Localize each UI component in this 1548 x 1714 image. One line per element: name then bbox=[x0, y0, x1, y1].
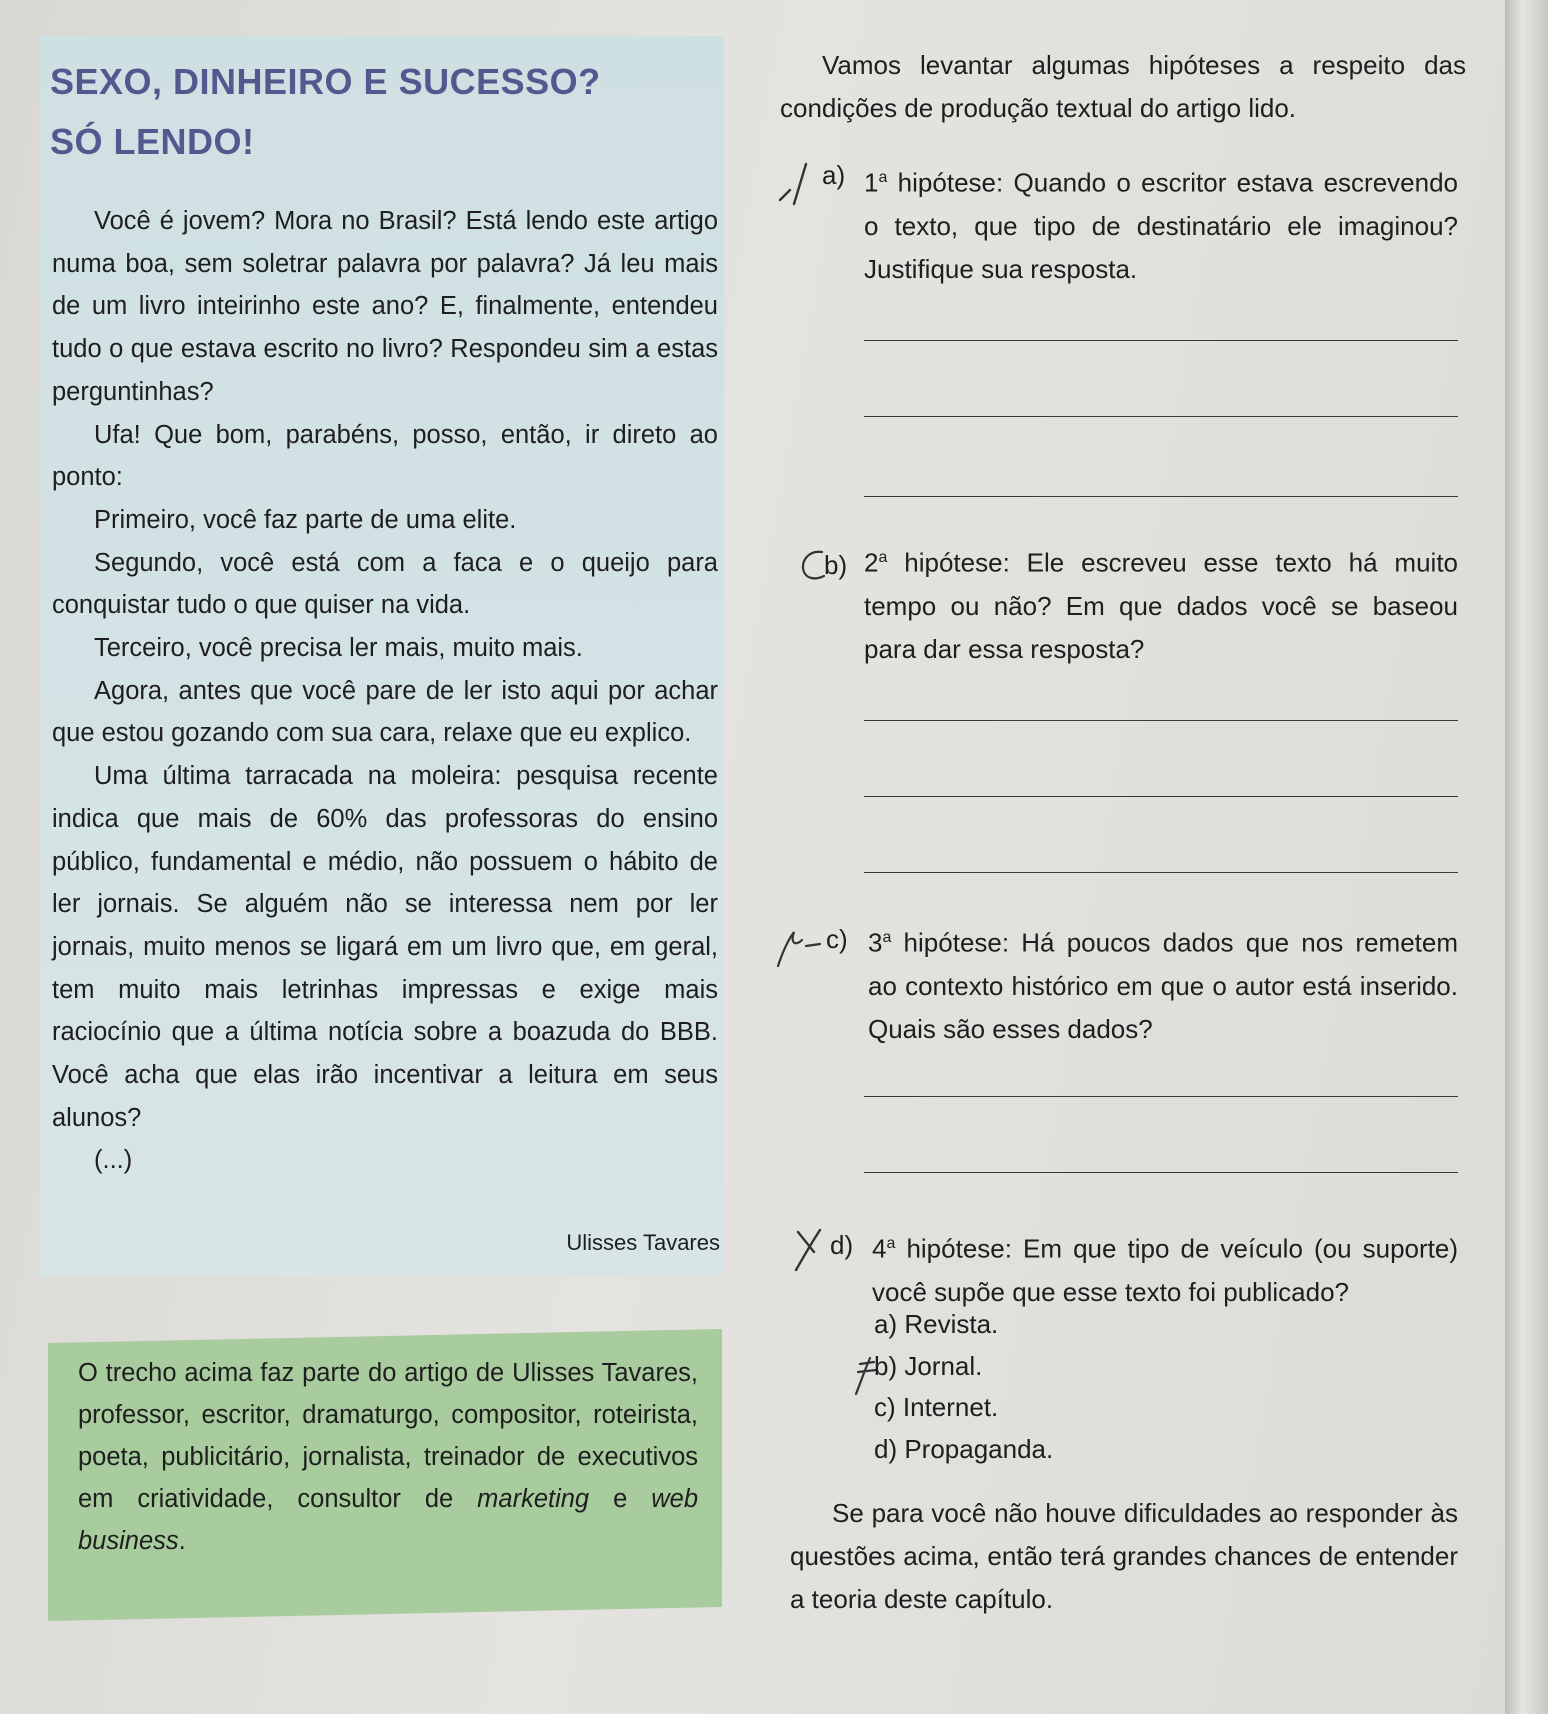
answer-line-c2[interactable] bbox=[864, 1172, 1458, 1173]
article-title-line2: SÓ LENDO! bbox=[50, 121, 255, 162]
article-paragraph: Segundo, você está com a faca e o queijo para conquistar tudo o que quiser na vida. bbox=[52, 548, 718, 620]
question-a-text bbox=[864, 156, 1458, 291]
question-a-ordinal: 1 bbox=[864, 167, 879, 198]
answer-line-b1[interactable] bbox=[864, 720, 1458, 721]
answer-line-b2[interactable] bbox=[864, 796, 1458, 797]
article-title-line1: SEXO, DINHEIRO E SUCESSO? bbox=[50, 61, 601, 102]
question-d-ordinal: 4 bbox=[872, 1233, 887, 1264]
question-a-letter: a) bbox=[822, 160, 846, 190]
info-text-italic: web business bbox=[78, 1485, 698, 1555]
article-paragraph: Agora, antes que você pare de ler isto aqui por achar que estou gozando com sua cara, relaxe que eu explico. bbox=[52, 676, 718, 748]
question-b-body: hipótese: Ele escreveu esse texto há muito tempo ou não? Em que dados você se baseou para dar essa resposta? bbox=[864, 547, 1458, 664]
info-box-text bbox=[78, 1352, 698, 1562]
question-d-text bbox=[872, 1222, 1458, 1314]
info-text-part: O trecho acima faz parte do artigo de Ulisses Tavares, professor, escritor, dramaturgo, compositor, roteirista, poeta, publicitário, jornalista, treinador de executivos em criatividade, consultor de bbox=[78, 1359, 698, 1513]
info-text-italic: marketing bbox=[477, 1485, 590, 1513]
option-propaganda[interactable]: d) Propaganda. bbox=[874, 1433, 1054, 1464]
article-paragraph-ellipsis: (...) bbox=[94, 1146, 133, 1175]
option-jornal[interactable]: b) Jornal. bbox=[874, 1350, 983, 1381]
info-text-part: . bbox=[178, 1527, 186, 1555]
article-paragraph: Uma última tarracada na moleira: pesquisa recente indica que mais de 60% das professoras do ensino público, fundamental e médio, não possuem o hábito de ler jornais. Se alguém não se interessa nem por ler jornais, muito menos se ligará em um livro que, em geral, tem muito mais letrinhas impressas e exige mais raciocínio que a última notícia sobre a boazuda do BBB. Você acha que elas irão incentivar a leitura em seus alunos? bbox=[52, 762, 718, 1132]
ordinal-sup: a bbox=[878, 549, 888, 566]
question-b-text bbox=[864, 536, 1458, 671]
article-paragraph: Você é jovem? Mora no Brasil? Está lendo este artigo numa boa, sem soletrar palavra por palavra? Já leu mais de um livro inteirinho este ano? E, finalmente, entendeu tudo o que estava escrito no livro? Respondeu sim a estas perguntinhas? bbox=[52, 207, 718, 406]
answer-line-a3[interactable] bbox=[864, 496, 1458, 497]
ordinal-sup: a bbox=[886, 1235, 896, 1252]
article-title bbox=[50, 52, 601, 172]
question-b-letter: b) bbox=[824, 550, 848, 580]
question-d-letter: d) bbox=[830, 1230, 854, 1260]
option-revista[interactable]: a) Revista. bbox=[874, 1309, 999, 1339]
answer-line-a1[interactable] bbox=[864, 340, 1458, 341]
article-paragraph: Terceiro, você precisa ler mais, muito mais. bbox=[94, 634, 583, 663]
intro-text: Vamos levantar algumas hipóteses a respeito das condições de produção textual do artigo lido. bbox=[780, 50, 1466, 123]
question-c-letter: c) bbox=[826, 924, 848, 954]
ordinal-sup: a bbox=[878, 169, 888, 186]
question-c-ordinal: 3 bbox=[868, 927, 883, 958]
question-a-body: hipótese: Quando o escritor estava escrevendo o texto, que tipo de destinatário ele imaginou? Justifique sua resposta. bbox=[864, 167, 1458, 284]
book-spine-edge bbox=[1505, 0, 1548, 1714]
handwritten-check-icon bbox=[776, 160, 810, 206]
article-author: Ulisses Tavares bbox=[566, 1230, 720, 1255]
article-paragraph: Primeiro, você faz parte de uma elite. bbox=[94, 505, 517, 534]
info-text-part: e bbox=[589, 1485, 652, 1513]
question-c-body: hipótese: Há poucos dados que nos remetem ao contexto histórico em que o autor está inserido. Quais são esses dados? bbox=[868, 927, 1458, 1044]
question-d-options bbox=[874, 1304, 1053, 1470]
question-d-body: hipótese: Em que tipo de veículo (ou suporte) você supõe que esse texto foi publicado? bbox=[872, 1233, 1458, 1307]
question-b-ordinal: 2 bbox=[864, 547, 879, 578]
ordinal-sup: a bbox=[882, 929, 892, 946]
article-paragraph: Ufa! Que bom, parabéns, posso, então, ir direto ao ponto: bbox=[52, 420, 718, 492]
answer-line-a2[interactable] bbox=[864, 416, 1458, 417]
closing-text: Se para você não houve dificuldades ao responder às questões acima, então terá grandes chances de entender a teoria deste capítulo. bbox=[790, 1498, 1458, 1614]
handwritten-mark-icon bbox=[774, 924, 824, 970]
answer-line-c1[interactable] bbox=[864, 1096, 1458, 1097]
question-c-text bbox=[868, 916, 1458, 1051]
article-body bbox=[52, 200, 718, 1182]
answer-line-b3[interactable] bbox=[864, 872, 1458, 873]
option-internet[interactable]: c) Internet. bbox=[874, 1392, 999, 1422]
handwritten-x-icon bbox=[792, 1226, 832, 1274]
